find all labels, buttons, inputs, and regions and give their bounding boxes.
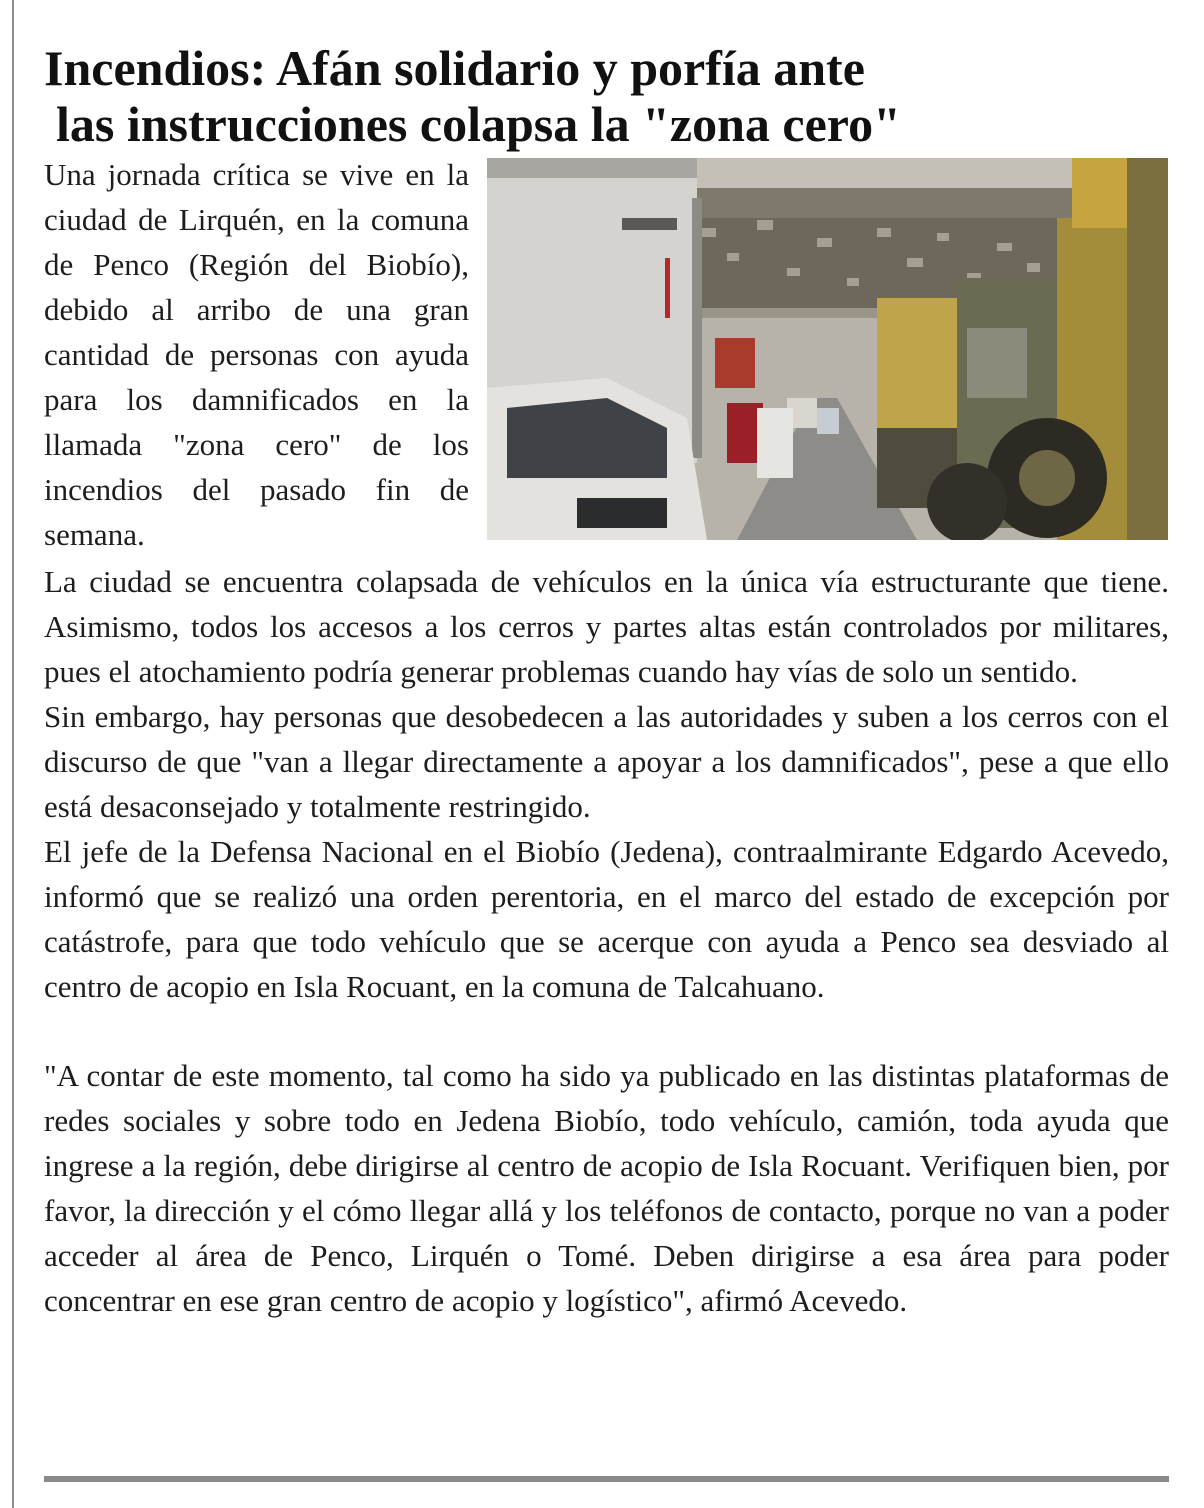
headline <box>44 40 1174 152</box>
headline-line-2: las instrucciones colapsa la "zona cero" <box>56 96 901 152</box>
bottom-divider <box>44 1476 1169 1482</box>
paragraph-3: El jefe de la Defensa Nacional en el Biobío (Jedena), contraalmirante Edgardo Acevedo, informó que se realizó una orden perentoria, en el marco del estado de excepción por catástrofe, para que todo vehículo que se acerque con ayuda a Penco sea desviado al centro de acopio en Isla Rocuant, en la comuna de Talcahuano. <box>44 834 1169 1004</box>
paragraph-1: La ciudad se encuentra colapsada de vehículos en la única vía estructurante que tiene. Asimismo, todos los accesos a los cerros y partes altas están controlados por militares, pues el atochamiento podría generar problemas cuando hay vías de solo un sentido. <box>44 564 1169 689</box>
traffic-jam-photo <box>487 158 1168 540</box>
lead-paragraph: Una jornada crítica se vive en la ciudad de Lirquén, en la comuna de Penco (Región del Biobío), debido al arribo de una gran cantidad de personas con ayuda para los damnificados en la llamada "zona cero" de los incendios del pasado fin de semana. <box>44 157 469 552</box>
headline-line-1: Incendios: Afán solidario y porfía ante <box>44 40 865 96</box>
column-divider <box>12 0 14 1508</box>
paragraph-2: Sin embargo, hay personas que desobedecen a las autoridades y suben a los cerros con el discurso de que "van a llegar directamente a apoyar a los damnificados", pese a que ello está desaconsejado y totalmente restringido. <box>44 699 1169 824</box>
article-body <box>44 559 1169 1323</box>
paragraph-4-quote: "A contar de este momento, tal como ha sido ya publicado en las distintas plataformas de redes sociales y sobre todo en Jedena Biobío, todo vehículo, camión, toda ayuda que ingrese a la región, debe dirigirse al centro de acopio de Isla Rocuant. Verifiquen bien, por favor, la dirección y el cómo llegar allá y los teléfonos de contacto, porque no van a poder acceder al área de Penco, Lirquén o Tomé. Deben dirigirse a esa área para poder concentrar en ese gran centro de acopio y logístico", afirmó Acevedo. <box>44 1058 1169 1318</box>
